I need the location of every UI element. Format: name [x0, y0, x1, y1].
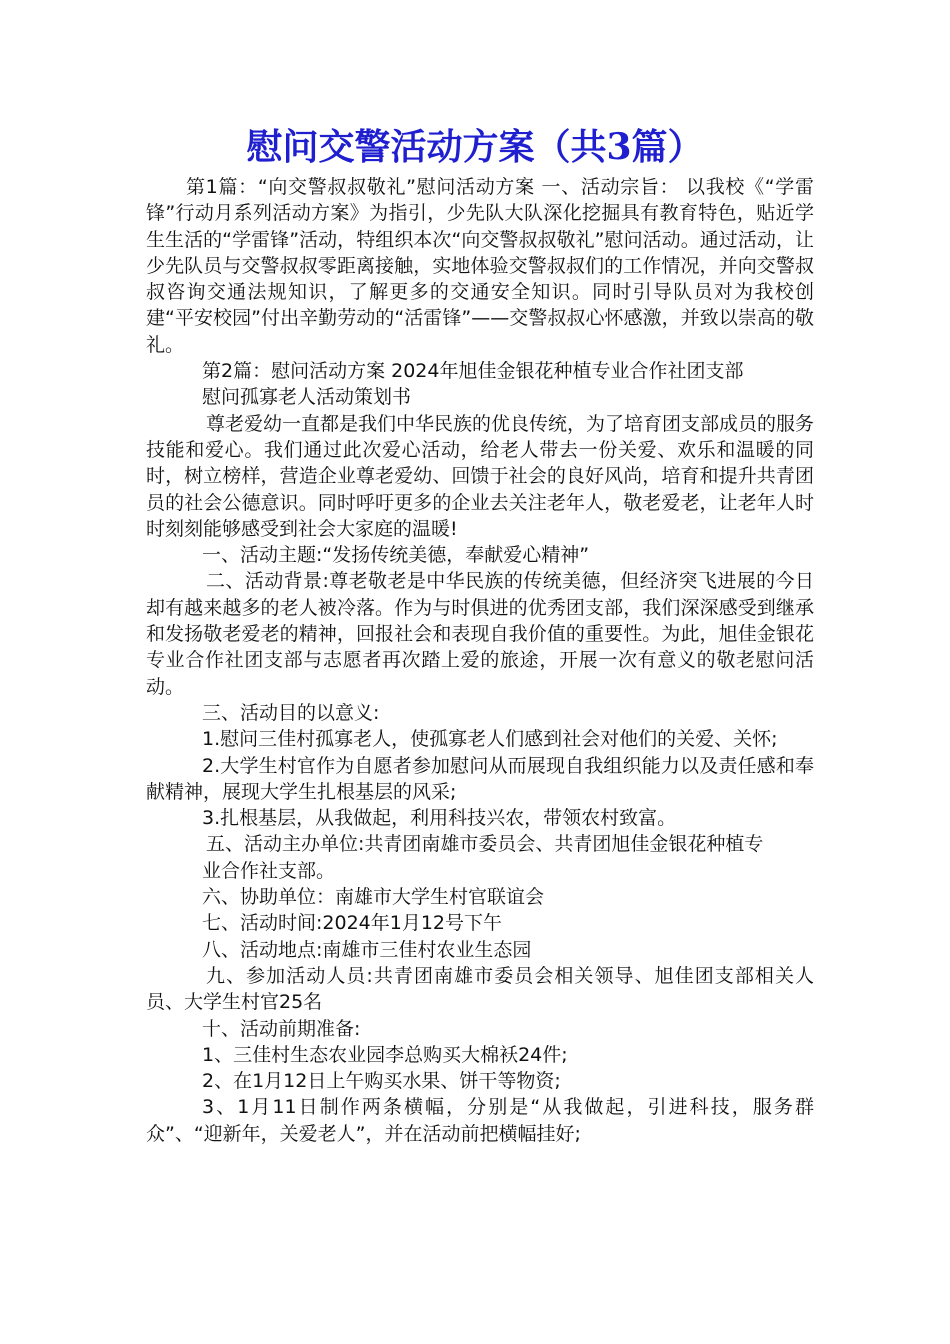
paragraph-background: 二、活动背景:尊老敬老是中华民族的传统美德，但经济突飞进展的今日却有越来越多的老人被冷落。作为与时俱进的优秀团支部，我们深深感受到继承和发扬敬老爱老的精神，回报社会和表现自我价值的重要性。为此，旭佳金银花专业合作社团支部与志愿者再次踏上爱的旅途，开展一次有意义的敬老慰问活动。 — [146, 570, 814, 698]
paragraph-participants: 九、参加活动人员:共青团南雄市委员会相关领导、旭佳团支部相关人员、大学生村官25名 — [146, 964, 814, 1014]
paragraph-organizer-cont: 业合作社支部。 — [202, 859, 336, 882]
paragraph-plan-title: 慰问孤寡老人活动策划书 — [202, 386, 412, 409]
paragraph-location: 八、活动地点:南雄市三佳村农业生态园 — [202, 938, 532, 961]
paragraph-purpose-3: 3.扎根基层，从我做起，利用科技兴农，带领农村致富。 — [202, 807, 677, 830]
paragraph-prep-1: 1、三佳村生态农业园李总购买大棉袄24件; — [202, 1043, 568, 1066]
paragraph-purpose-1: 1.慰问三佳村孤寡老人，使孤寡老人们感到社会对他们的关爱、关怀; — [202, 728, 778, 751]
paragraph-prep-2: 2、在1月12日上午购买水果、饼干等物资; — [202, 1070, 561, 1093]
paragraph-co-organizer: 六、协助单位：南雄市大学生村官联谊会 — [202, 886, 545, 909]
paragraph-purpose-2: 2.大学生村官作为自愿者参加慰问从而展现自我组织能力以及责任感和奉献精神，展现大学生扎根基层的风采; — [146, 754, 814, 803]
paragraph-time: 七、活动时间:2024年1月12号下午 — [202, 912, 503, 935]
paragraph-theme: 一、活动主题:“发扬传统美德，奉献爱心精神” — [202, 544, 590, 567]
document-body — [146, 174, 814, 1147]
paragraph-organizer: 五、活动主办单位:共青团南雄市委员会、共青团旭佳金银花种植专 — [206, 833, 764, 856]
paragraph-intro: 尊老爱幼一直都是我们中华民族的优良传统，为了培育团支部成员的服务技能和爱心。我们通过此次爱心活动，给老人带去一份关爱、欢乐和温暖的同时，树立榜样，营造企业尊老爱幼、回馈于社会的良好风尚，培育和提升共青团员的社会公德意识。同时呼吁更多的企业去关注老年人，敬老爱老，让老年人时时刻刻能够感受到社会大家庭的温暖! — [146, 412, 815, 540]
paragraph-prep-3: 3、1月11日制作两条横幅，分别是“从我做起，引进科技，服务群众”、“迎新年，关爱老人”，并在活动前把横幅挂好; — [146, 1096, 814, 1145]
paragraph-preparation: 十、活动前期准备: — [202, 1017, 361, 1040]
paragraph-part1: 第1篇：“向交警叔叔敬礼”慰问活动方案 一、活动宗旨： 以我校《“学雷锋”行动月系列活动方案》为指引，少先队大队深化挖掘具有教育特色，贴近学生生活的“学雷锋”活动，特组织本次“向交警叔叔敬礼”慰问活动。通过活动，让少先队员与交警叔叔零距离接触，实地体验交警叔叔们的工作情况，并向交警叔叔咨询交通法规知识，了解更多的交通安全知识。同时引导队员对为我校创建“平安校园”付出辛勤劳动的“活雷锋”——交警叔叔心怀感激，并致以崇高的敬礼。 — [146, 176, 814, 356]
paragraph-purpose: 三、活动目的以意义: — [202, 701, 380, 724]
paragraph-part2-heading: 第2篇：慰问活动方案 2024年旭佳金银花种植专业合作社团支部 — [202, 360, 744, 383]
document-title: 慰问交警活动方案（共3篇） — [246, 126, 704, 168]
